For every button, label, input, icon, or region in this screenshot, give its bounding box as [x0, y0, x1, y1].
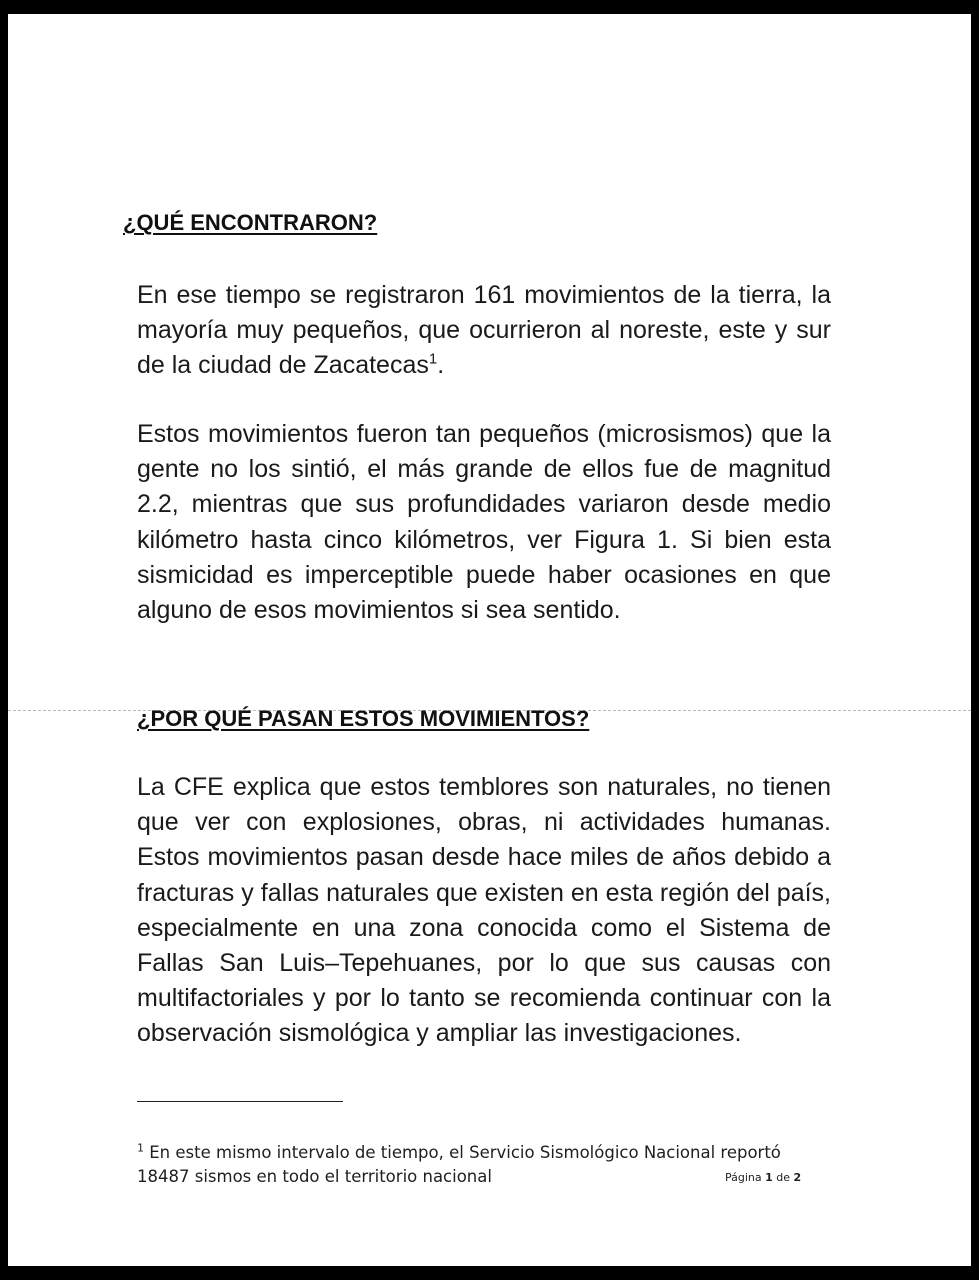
paragraph-microseisms: Estos movimientos fueron tan pequeños (microsismos) que la gente no los sintió, el más grande de ellos fue de magnitud 2.2, mientras que sus profundidades variaron desde medio kilómetro hasta cinco kilómetros, ver Figura 1. Si bien esta sismicidad es imperceptible puede haber ocasiones en que alguno de esos movimientos si sea sentido.	[137, 420, 831, 625]
paragraph-findings-end: .	[437, 351, 445, 380]
paragraph-causes: La CFE explica que estos temblores son naturales, no tienen que ver con explosiones, obras, ni actividades humanas. Estos movimientos pasan desde hace miles de años debido a fracturas y fallas naturales que existen en esta región del país, especialmente en una zona conocida como el Sistema de Fallas San Luis–Tepehuanes, por lo que sus causas con multifactoriales y por lo tanto se recomienda continuar con la observación sismológica y ampliar las investigaciones.	[137, 773, 831, 1048]
section-heading-que-encontraron: ¿QUÉ ENCONTRARON?	[123, 210, 378, 235]
section-heading-por-que-pasan: ¿POR QUÉ PASAN ESTOS MOVIMIENTOS?	[137, 706, 590, 731]
footnote-reference[interactable]: 1	[428, 351, 438, 369]
document-page	[8, 14, 971, 1266]
paragraph-findings-text: En ese tiempo se registraron 161 movimientos de la tierra, la mayoría muy pequeños, que ocurrieron al noreste, este y sur de la ciudad de Zacatecas	[137, 281, 831, 380]
page-number-label: Página	[725, 1171, 762, 1184]
footnote-separator	[137, 1101, 343, 1102]
page-number	[725, 1171, 801, 1184]
page-number-total: 2	[793, 1171, 802, 1184]
page-number-separator: de	[776, 1171, 791, 1184]
footnote-marker: 1	[137, 1141, 144, 1155]
paragraph-findings	[137, 278, 831, 384]
footnote-text: En este mismo intervalo de tiempo, el Servicio Sismológico Nacional reportó 18487 sismos en todo el territorio nacional	[137, 1143, 781, 1186]
page-number-current: 1	[765, 1171, 773, 1184]
